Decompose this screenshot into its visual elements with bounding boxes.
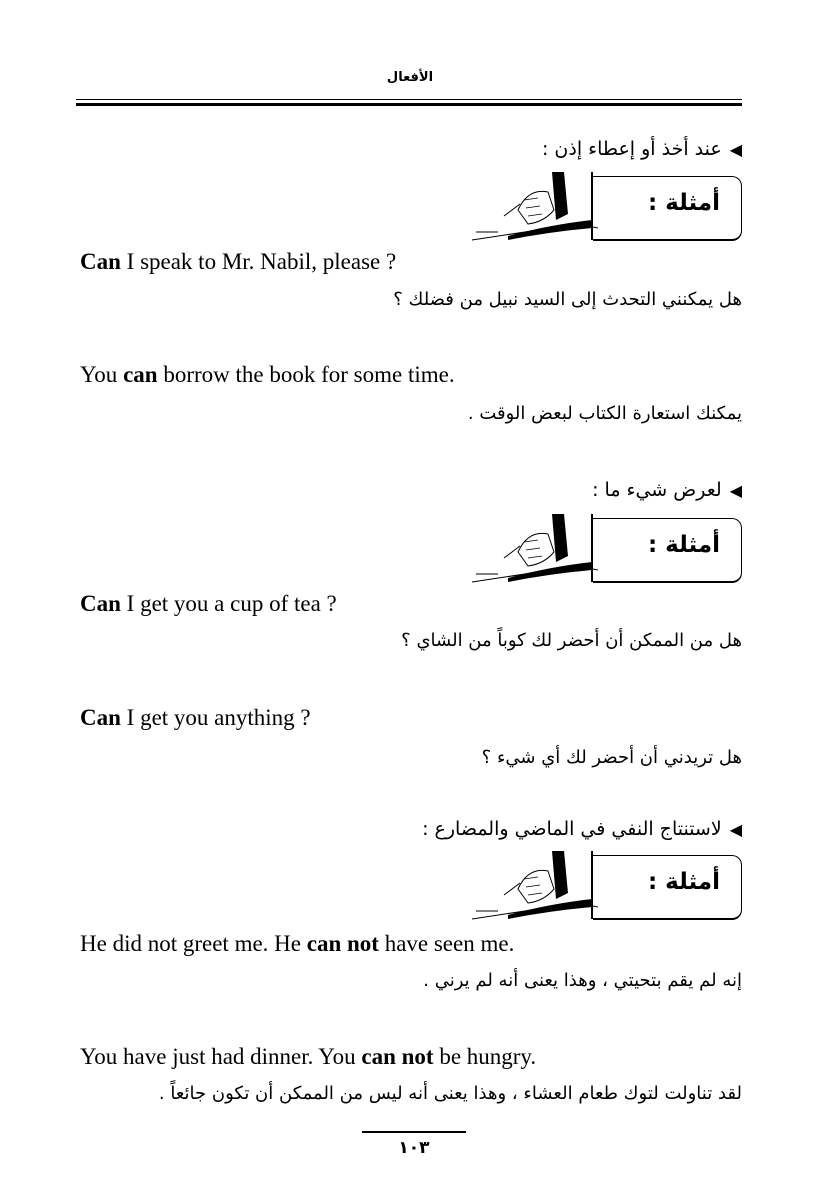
- examples-box: [468, 174, 744, 254]
- pointing-hand-icon: [468, 512, 598, 592]
- example-arabic: يمكنك استعارة الكتاب لبعض الوقت .: [467, 403, 742, 424]
- examples-box: [468, 516, 744, 596]
- section-heading-text: لاستنتاج النفي في الماضي والمضارع :: [422, 818, 722, 840]
- pointing-hand-icon: [468, 849, 598, 929]
- page-number-rule: [362, 1131, 466, 1133]
- example-arabic: هل يمكنني التحدث إلى السيد نبيل من فضلك ؟: [393, 289, 742, 310]
- bullet-triangle-icon: ◀: [729, 481, 742, 500]
- section-heading: [542, 138, 742, 160]
- header-rule-thin: [76, 99, 742, 100]
- example-english: Can I get you anything ?: [80, 705, 311, 730]
- section-heading: [592, 479, 742, 501]
- example-arabic: هل تريدني أن أحضر لك أي شيء ؟: [481, 747, 742, 768]
- bullet-triangle-icon: ◀: [729, 820, 742, 839]
- example-arabic: إنه لم يقم بتحيتي ، وهذا يعنى أنه لم يرني .: [423, 970, 742, 991]
- examples-label: أمثلة :: [647, 869, 720, 895]
- examples-label: أمثلة :: [647, 190, 720, 216]
- bullet-triangle-icon: ◀: [729, 140, 742, 159]
- page-number: ١٠٣: [398, 1138, 430, 1158]
- header-rule-thick: [76, 103, 742, 106]
- section-heading-text: لعرض شيء ما :: [592, 479, 722, 501]
- example-english: You can borrow the book for some time.: [80, 362, 455, 387]
- example-english: You have just had dinner. You can not be hungry.: [80, 1044, 537, 1069]
- example-arabic: لقد تناولت لتوك طعام العشاء ، وهذا يعنى أنه ليس من الممكن أن تكون جائعاً .: [158, 1083, 742, 1104]
- example-english: Can I get you a cup of tea ?: [80, 591, 337, 616]
- example-english: Can I speak to Mr. Nabil, please ?: [80, 249, 397, 274]
- page-header: الأفعال: [386, 70, 434, 85]
- section-heading: [422, 818, 742, 840]
- example-english: He did not greet me. He can not have seen me.: [80, 931, 515, 956]
- examples-label: أمثلة :: [647, 532, 720, 558]
- pointing-hand-icon: [468, 170, 598, 250]
- examples-box: [468, 853, 744, 933]
- example-arabic: هل من الممكن أن أحضر لك كوباً من الشاي ؟: [401, 630, 742, 651]
- section-heading-text: عند أخذ أو إعطاء إذن :: [541, 138, 722, 160]
